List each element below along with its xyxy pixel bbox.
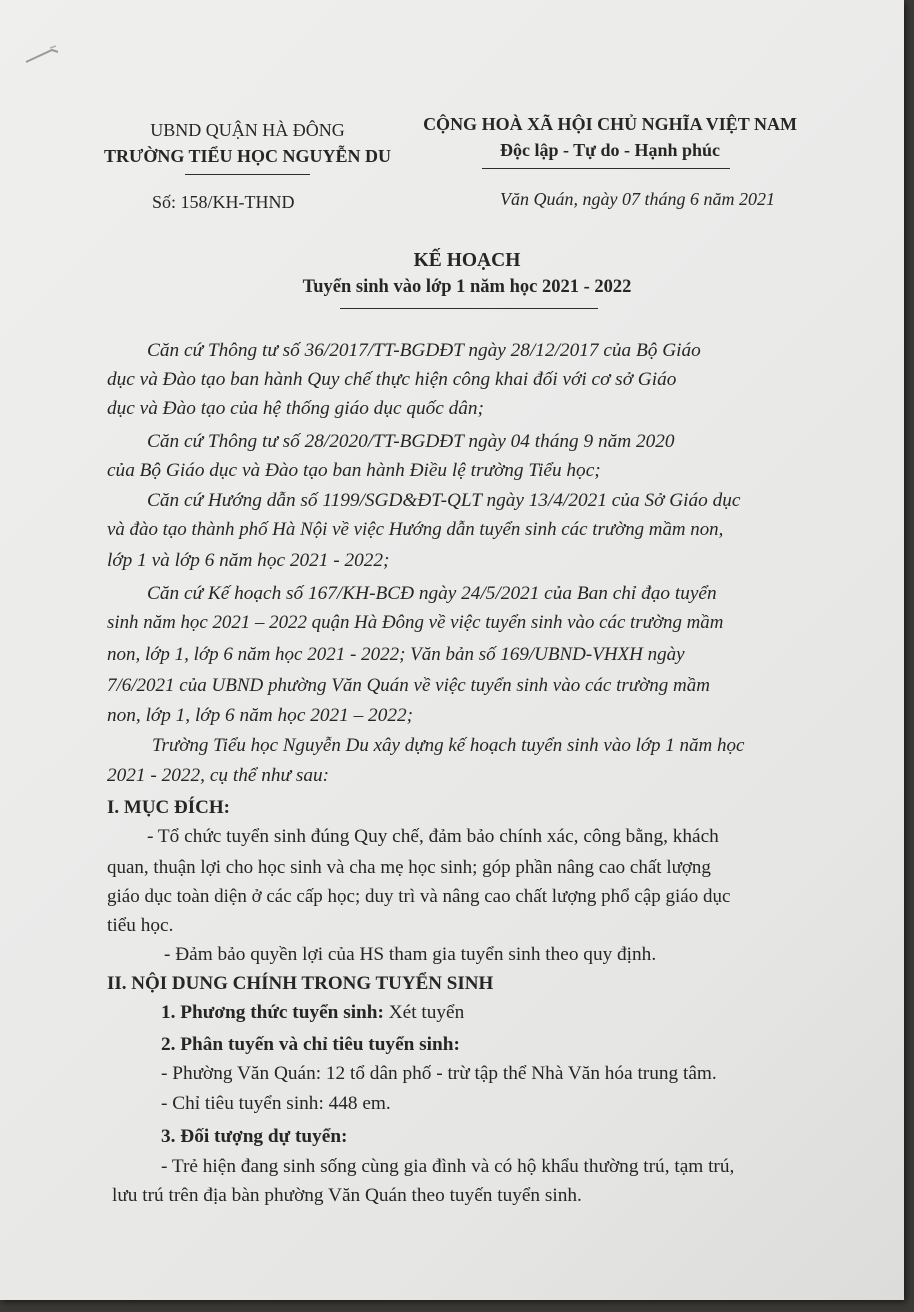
header-left-underline — [185, 174, 310, 175]
staple-mark-icon — [22, 40, 62, 70]
preamble-line: 7/6/2021 của UBND phường Văn Quán về việc tuyển sinh vào các trường mầm — [107, 675, 710, 696]
preamble-line: và đào tạo thành phố Hà Nội về việc Hướng dẫn tuyển sinh các trường mầm non, — [107, 519, 724, 540]
preamble-line: Căn cứ Kế hoạch số 167/KH-BCĐ ngày 24/5/2021 của Ban chỉ đạo tuyển — [147, 583, 717, 604]
preamble-line: non, lớp 1, lớp 6 năm học 2021 – 2022; — [107, 705, 414, 726]
section1-line: - Tổ chức tuyển sinh đúng Quy chế, đảm bảo chính xác, công bằng, khách — [147, 826, 719, 847]
preamble-line: Căn cứ Thông tư số 36/2017/TT-BGDĐT ngày 28/12/2017 của Bộ Giáo — [147, 340, 701, 361]
section2-item2-line: - Phường Văn Quán: 12 tổ dân phố - trừ tập thể Nhà Văn hóa trung tâm. — [161, 1063, 717, 1084]
date-place: Văn Quán, ngày 07 tháng 6 năm 2021 — [500, 189, 775, 209]
preamble-line: 2021 - 2022, cụ thể như sau: — [107, 765, 330, 786]
section2-item3-line: - Trẻ hiện đang sinh sống cùng gia đình và có hộ khẩu thường trú, tạm trú, — [161, 1156, 735, 1177]
preamble-line: non, lớp 1, lớp 6 năm học 2021 - 2022; Văn bản số 169/UBND-VHXH ngày — [107, 644, 685, 665]
doc-number: Số: 158/KH-THND — [152, 192, 295, 212]
preamble-line: của Bộ Giáo dục và Đào tạo ban hành Điều lệ trường Tiểu học; — [107, 460, 601, 481]
title-underline — [340, 308, 598, 309]
plan-subtitle: Tuyển sinh vào lớp 1 năm học 2021 - 2022 — [302, 277, 632, 297]
section1-heading: I. MỤC ĐÍCH: — [107, 797, 230, 818]
section2-item2-label: 2. Phân tuyến và chỉ tiêu tuyển sinh: — [161, 1034, 460, 1055]
section2-item3-label: 3. Đối tượng dự tuyển: — [161, 1126, 348, 1147]
header-right-line1: CỘNG HOÀ XÃ HỘI CHỦ NGHĨA VIỆT NAM — [423, 114, 797, 134]
section1-line: giáo dục toàn diện ở các cấp học; duy trì và nâng cao chất lượng phổ cập giáo dục — [107, 886, 731, 907]
section2-item1-label: 1. Phương thức tuyển sinh: — [161, 1002, 384, 1023]
section2-item1 — [161, 1002, 464, 1024]
preamble-line: dục và Đào tạo của hệ thống giáo dục quốc dân; — [107, 398, 484, 419]
section2-heading: II. NỘI DUNG CHÍNH TRONG TUYỂN SINH — [107, 973, 494, 994]
section1-line: quan, thuận lợi cho học sinh và cha mẹ học sinh; góp phần nâng cao chất lượng — [107, 857, 711, 878]
section1-line: - Đảm bảo quyền lợi của HS tham gia tuyển sinh theo quy định. — [164, 944, 657, 965]
header-right-underline — [482, 168, 730, 169]
section1-line: tiểu học. — [107, 915, 174, 936]
header-left-line1: UBND QUẬN HÀ ĐÔNG — [150, 120, 345, 140]
preamble-line: dục và Đào tạo ban hành Quy chế thực hiện công khai đối với cơ sở Giáo — [107, 369, 677, 390]
section2-item2-line: - Chỉ tiêu tuyển sinh: 448 em. — [161, 1093, 391, 1114]
plan-title: KẾ HOẠCH — [413, 250, 521, 271]
section2-item3-line: lưu trú trên địa bàn phường Văn Quán theo tuyến tuyển sinh. — [112, 1185, 582, 1206]
header-right-line2: Độc lập - Tự do - Hạnh phúc — [499, 140, 721, 160]
preamble-line: sinh năm học 2021 – 2022 quận Hà Đông về việc tuyển sinh vào các trường mầm — [107, 612, 724, 633]
preamble-line: Trường Tiểu học Nguyễn Du xây dựng kế hoạch tuyển sinh vào lớp 1 năm học — [152, 735, 745, 756]
preamble-line: lớp 1 và lớp 6 năm học 2021 - 2022; — [107, 550, 390, 571]
header-left-line2: TRƯỜNG TIỂU HỌC NGUYỄN DU — [103, 146, 392, 166]
section2-item1-value: Xét tuyển — [383, 1002, 465, 1023]
preamble-line: Căn cứ Hướng dẫn số 1199/SGD&ĐT-QLT ngày 13/4/2021 của Sở Giáo dục — [147, 490, 741, 511]
preamble-line: Căn cứ Thông tư số 28/2020/TT-BGDĐT ngày 04 tháng 9 năm 2020 — [147, 431, 675, 452]
